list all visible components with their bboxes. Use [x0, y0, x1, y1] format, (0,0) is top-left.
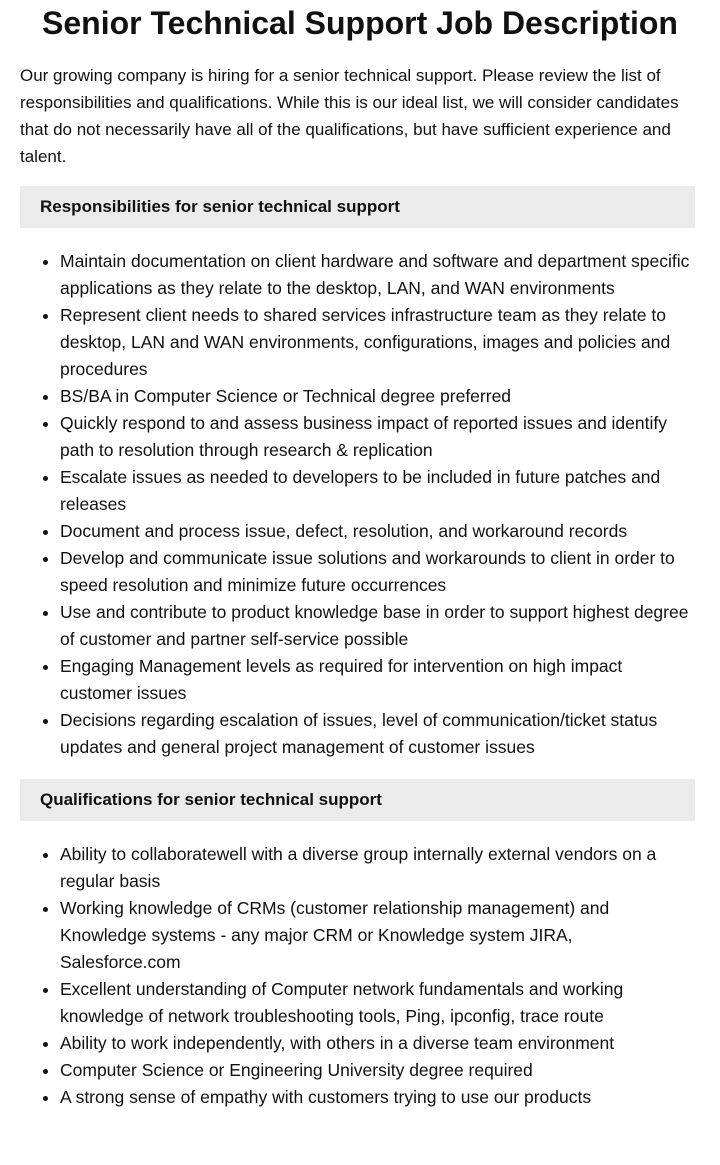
list-item: • Escalate issues as needed to developers to be included in future patches and releases [60, 464, 695, 518]
list-item: • Working knowledge of CRMs (customer relationship management) and Knowledge systems - any major CRM or Knowledge system JIRA, Salesforce.com [60, 895, 695, 976]
list-item: • Excellent understanding of Computer network fundamentals and working knowledge of network troubleshooting tools, Ping, ipconfig, trace route [60, 976, 695, 1030]
intro-text: Our growing company is hiring for a senior technical support. Please review the list of responsibilities and qualifications. While this is our ideal list, we will consider candidates that do not necessarily have all of the qualifications, but have sufficient experience and talent. [20, 66, 679, 166]
list-item: • Decisions regarding escalation of issues, level of communication/ticket status updates and general project management of customer issues [60, 707, 695, 761]
responsibilities-list [20, 248, 695, 761]
list-item: • Ability to collaboratewell with a diverse group internally external vendors on a regular basis [60, 841, 695, 895]
page-title: Senior Technical Support Job Description [42, 5, 678, 41]
list-item: • Quickly respond to and assess business impact of reported issues and identify path to resolution through research & replication [60, 410, 695, 464]
list-item: • Ability to work independently, with others in a diverse team environment [60, 1030, 695, 1057]
list-item: • BS/BA in Computer Science or Technical degree preferred [60, 383, 695, 410]
list-item: • Develop and communicate issue solutions and workarounds to client in order to speed resolution and minimize future occurrences [60, 545, 695, 599]
responsibilities-heading: Responsibilities for senior technical support [20, 186, 695, 228]
list-item: • Use and contribute to product knowledge base in order to support highest degree of customer and partner self-service possible [60, 599, 695, 653]
list-item: • Engaging Management levels as required for intervention on high impact customer issues [60, 653, 695, 707]
list-item: • Maintain documentation on client hardware and software and department specific applications as they relate to the desktop, LAN, and WAN environments [60, 248, 695, 302]
qualifications-list [20, 841, 695, 1111]
qualifications-heading: Qualifications for senior technical support [20, 779, 695, 821]
list-item: • Document and process issue, defect, resolution, and workaround records [60, 518, 695, 545]
list-item: • A strong sense of empathy with customers trying to use our products [60, 1084, 695, 1111]
list-item: • Represent client needs to shared services infrastructure team as they relate to desktop, LAN and WAN environments, configurations, images and policies and procedures [60, 302, 695, 383]
list-item: • Computer Science or Engineering University degree required [60, 1057, 695, 1084]
